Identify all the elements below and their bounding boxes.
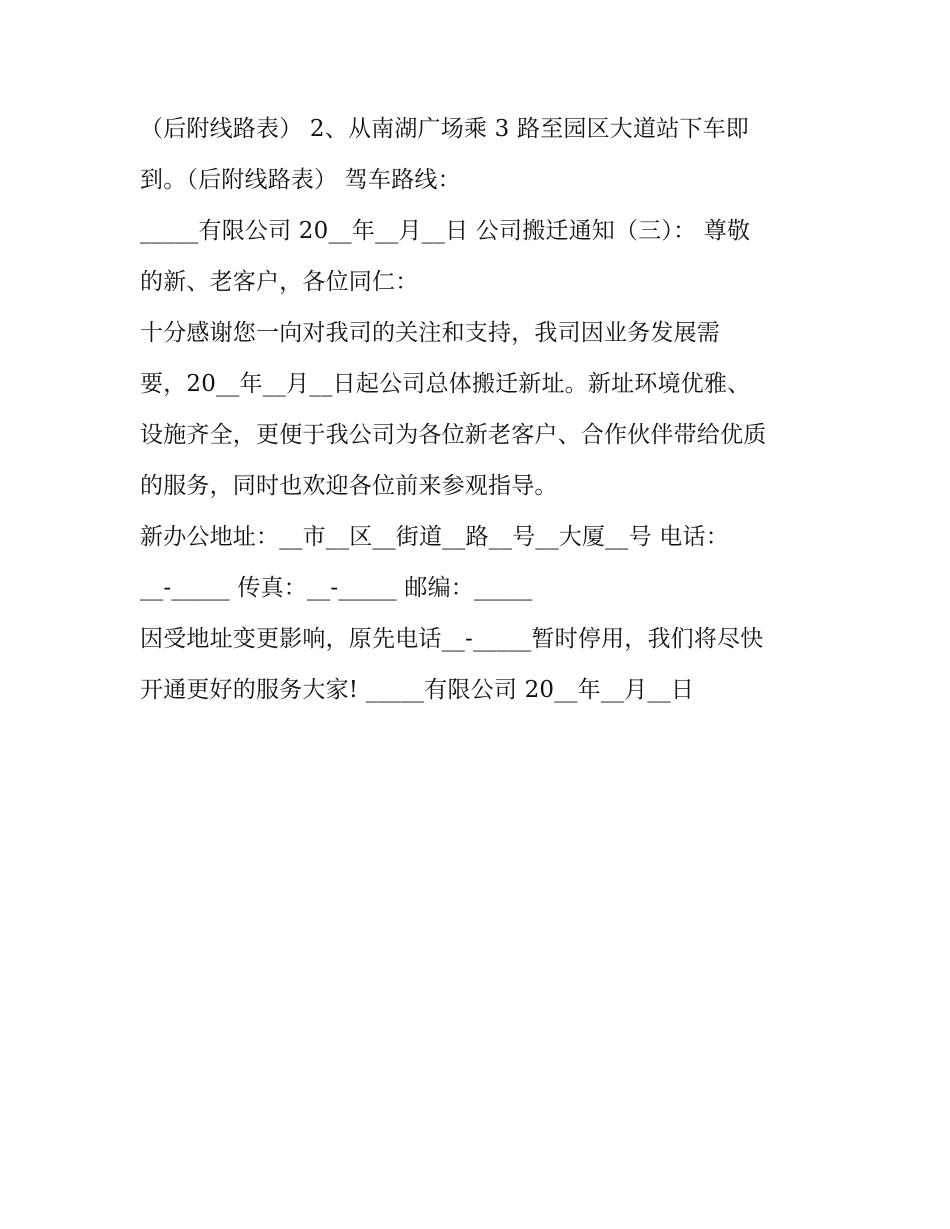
text-line-9: 新办公地址：__市__区__街道__路__号__大厦__号 电话： <box>140 524 729 550</box>
text-line-1: （后附线路表） 2、从南湖广场乘 3 路至园区大道站下车即 <box>140 116 749 142</box>
text-line-6: 要，20__年__月__日起公司总体搬迁新址。新址环境优雅、 <box>140 371 751 397</box>
text-line-3: _____有限公司 20__年__月__日 公司搬迁通知（三）： 尊敬 <box>140 218 751 244</box>
document-body <box>140 108 830 720</box>
text-line-2: 到。（后附线路表） 驾车路线： <box>140 167 461 193</box>
text-line-10: __-_____ 传真：__-_____ 邮编：_____ <box>140 575 533 601</box>
text-line-5: 十分感谢您一向对我司的关注和支持，我司因业务发展需 <box>140 320 720 346</box>
text-line-8: 的服务，同时也欢迎各位前来参观指导。 <box>140 473 558 499</box>
text-line-7: 设施齐全，更便于我公司为各位新老客户、合作伙伴带给优质 <box>140 422 767 448</box>
text-line-4: 的新、老客户，各位同仁： <box>140 269 419 295</box>
text-line-11: 因受地址变更影响，原先电话__-_____暂时停用，我们将尽快 <box>140 626 764 652</box>
text-line-12: 开通更好的服务大家! _____有限公司 20__年__月__日 <box>140 677 695 703</box>
